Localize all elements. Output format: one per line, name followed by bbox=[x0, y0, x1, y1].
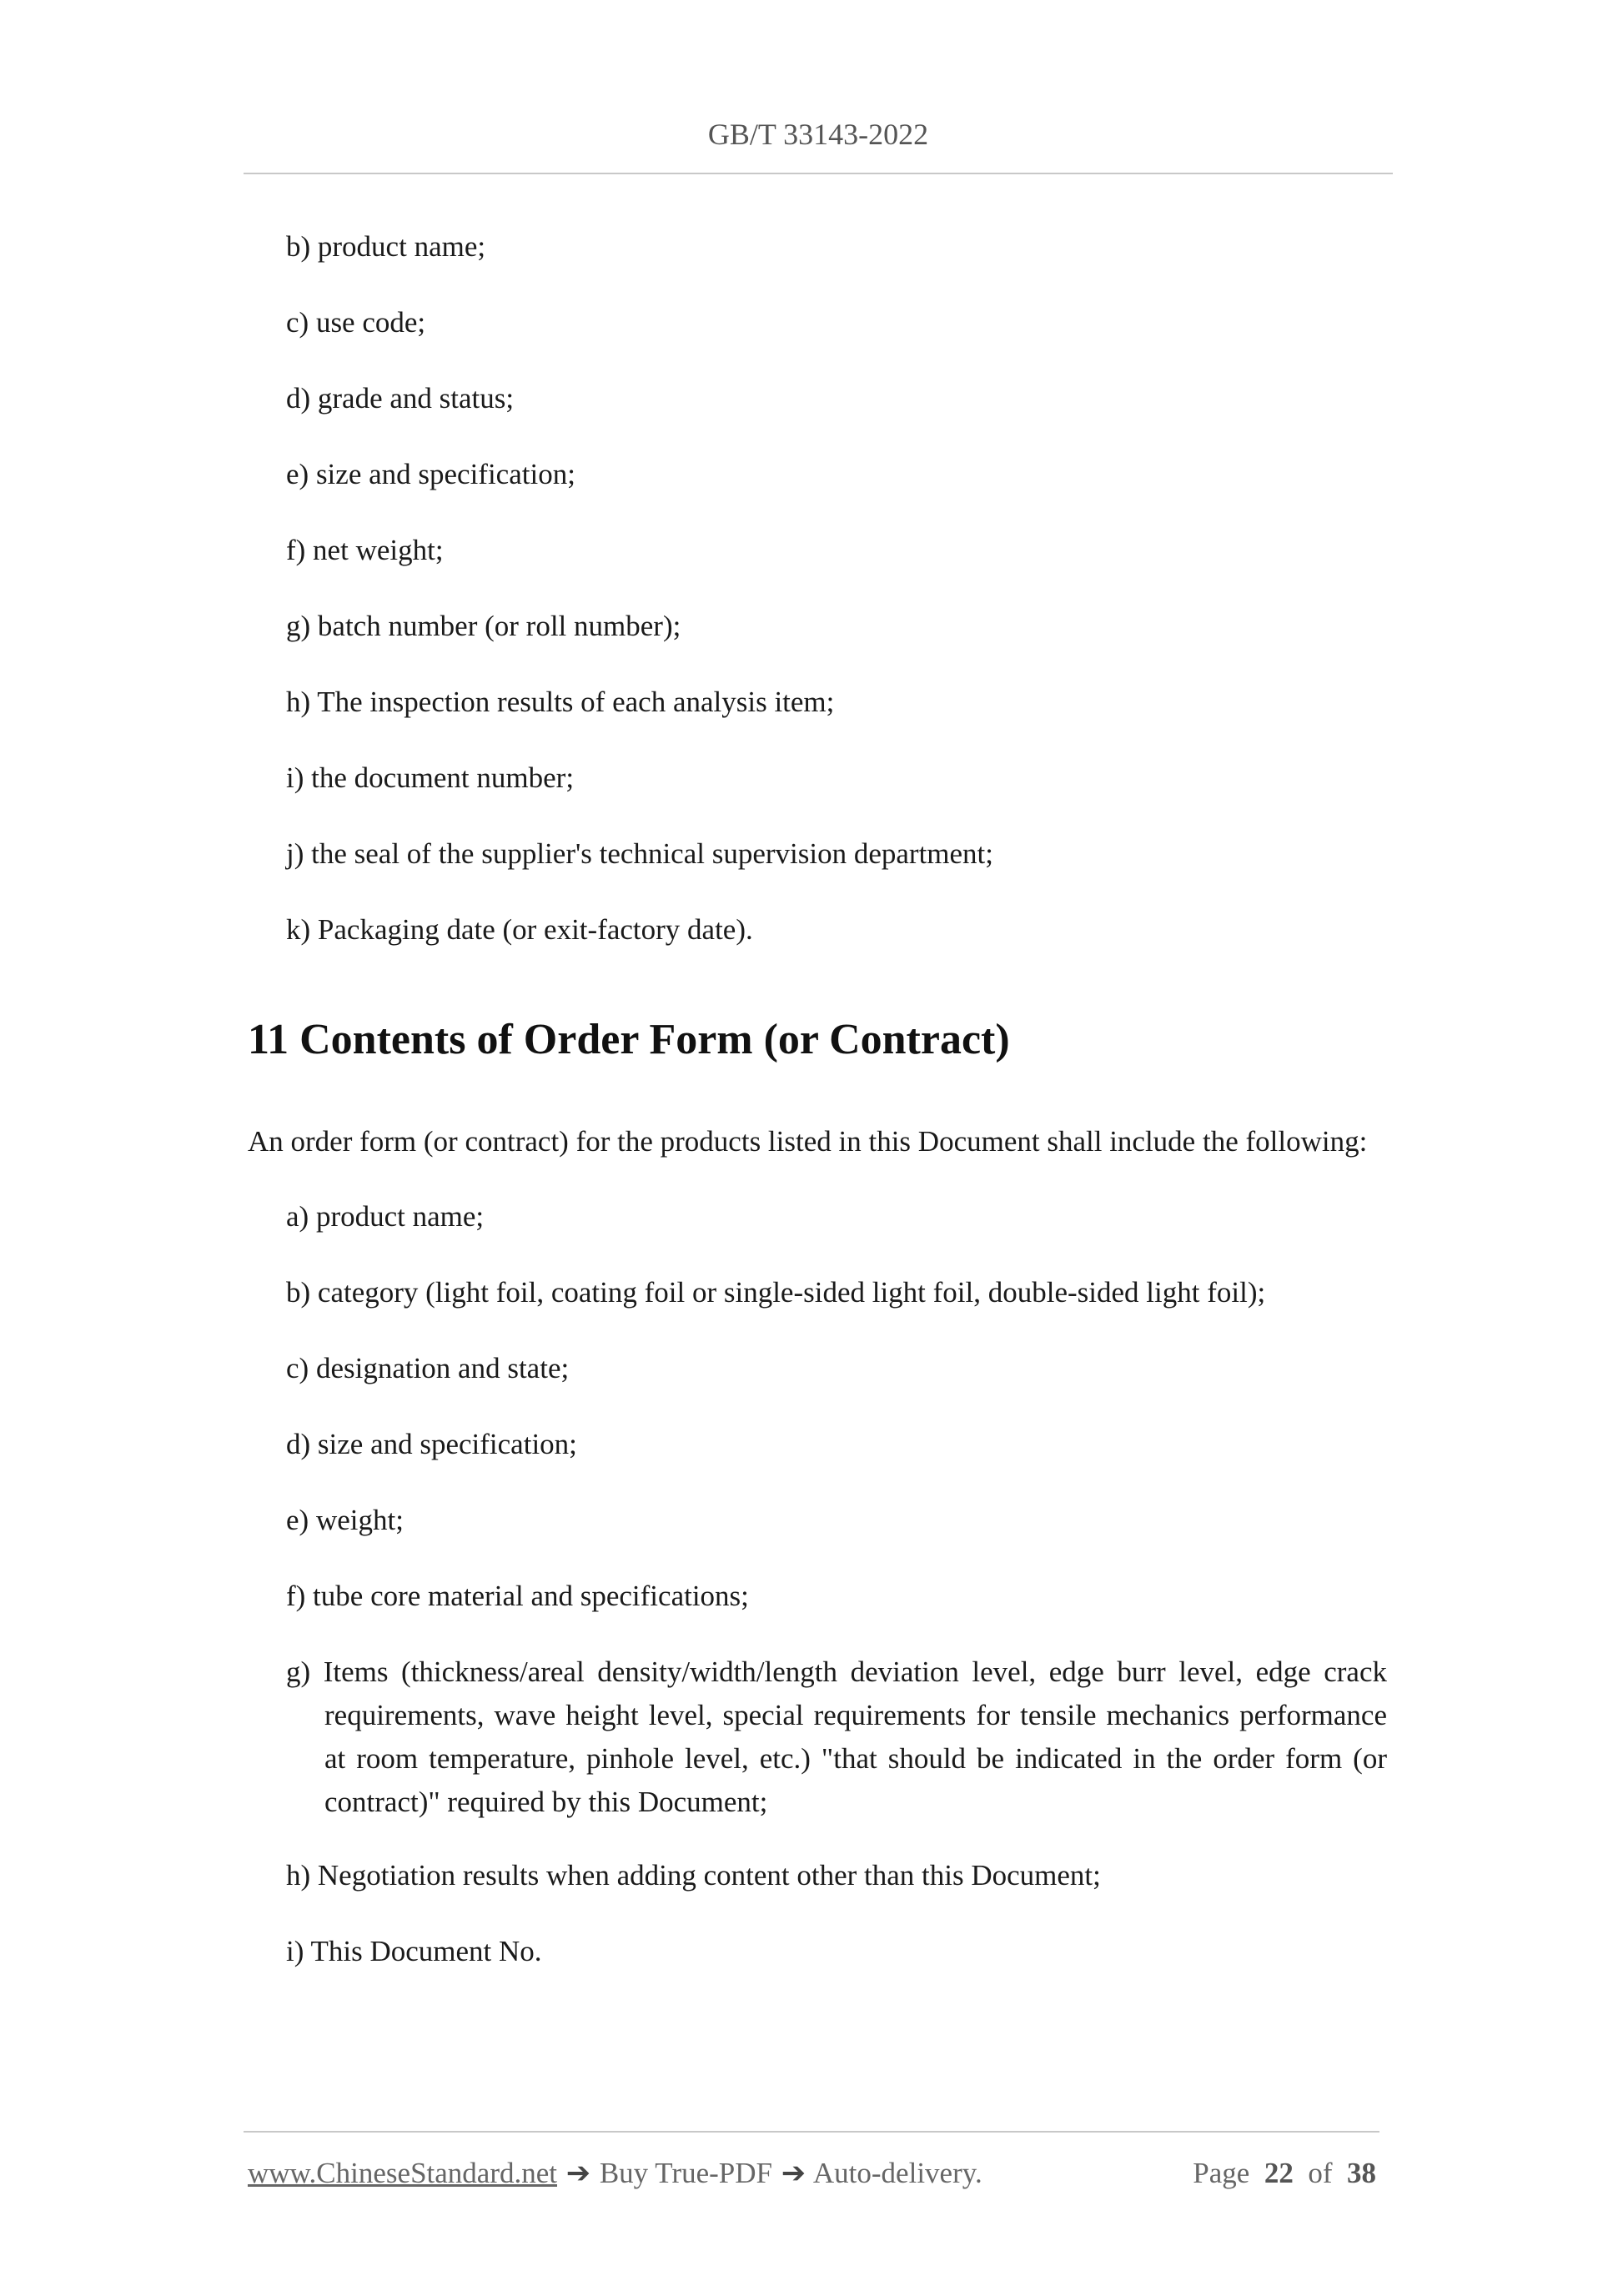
list-item: b) product name; bbox=[286, 230, 486, 263]
list-item: j) the seal of the supplier's technical supervision department; bbox=[286, 837, 993, 870]
arrow-right-icon: ➔ bbox=[565, 2157, 591, 2189]
list-item: i) This Document No. bbox=[286, 1935, 542, 1967]
list-item: d) size and specification; bbox=[286, 1428, 577, 1460]
list-item: h) The inspection results of each analysis item; bbox=[286, 686, 835, 718]
list-item: k) Packaging date (or exit-factory date). bbox=[286, 913, 753, 946]
list-item: f) tube core material and specifications; bbox=[286, 1580, 749, 1612]
section-intro-paragraph: An order form (or contract) for the products listed in this Document shall include the following: bbox=[248, 1125, 1368, 1158]
document-header-title: GB/T 33143-2022 bbox=[707, 118, 929, 151]
page-of-label: of bbox=[1308, 2157, 1333, 2189]
page-total: 38 bbox=[1347, 2157, 1376, 2189]
footer-promo bbox=[248, 2152, 982, 2195]
website-link[interactable]: www.ChineseStandard.net bbox=[248, 2157, 557, 2189]
footer-divider bbox=[244, 2131, 1379, 2133]
list-item: a) product name; bbox=[286, 1200, 485, 1233]
list-item: f) net weight; bbox=[286, 534, 444, 566]
footer-step-delivery: Auto-delivery. bbox=[812, 2157, 982, 2189]
list-item: c) use code; bbox=[286, 306, 426, 339]
list-item: e) size and specification; bbox=[286, 458, 575, 490]
list-item: h) Negotiation results when adding content other than this Document; bbox=[286, 1859, 1101, 1892]
footer-step-buy: Buy True-PDF bbox=[599, 2157, 772, 2189]
list-item-multiline: g) Items (thickness/areal density/width/length deviation level, edge burr level, edge crack requirements, wave height level, special requirements for tensile mechanics performance at room temperature, pinhole level, etc.) "that should be indicated in the order form (or contract)" required by this Document; bbox=[286, 1655, 1387, 1818]
arrow-right-icon: ➔ bbox=[781, 2157, 806, 2189]
page-current: 22 bbox=[1264, 2157, 1294, 2189]
section-heading: 11 Contents of Order Form (or Contract) bbox=[248, 1016, 1010, 1063]
list-item: g) batch number (or roll number); bbox=[286, 610, 681, 642]
page-indicator bbox=[1193, 2152, 1376, 2195]
list-item: d) grade and status; bbox=[286, 382, 515, 414]
list-item: e) weight; bbox=[286, 1504, 404, 1536]
list-item: b) category (light foil, coating foil or single-sided light foil, double-sided light foil); bbox=[286, 1276, 1266, 1309]
page-label: Page bbox=[1193, 2157, 1250, 2189]
list-item: i) the document number; bbox=[286, 761, 575, 794]
header-divider bbox=[244, 173, 1393, 174]
list-item: c) designation and state; bbox=[286, 1352, 570, 1384]
